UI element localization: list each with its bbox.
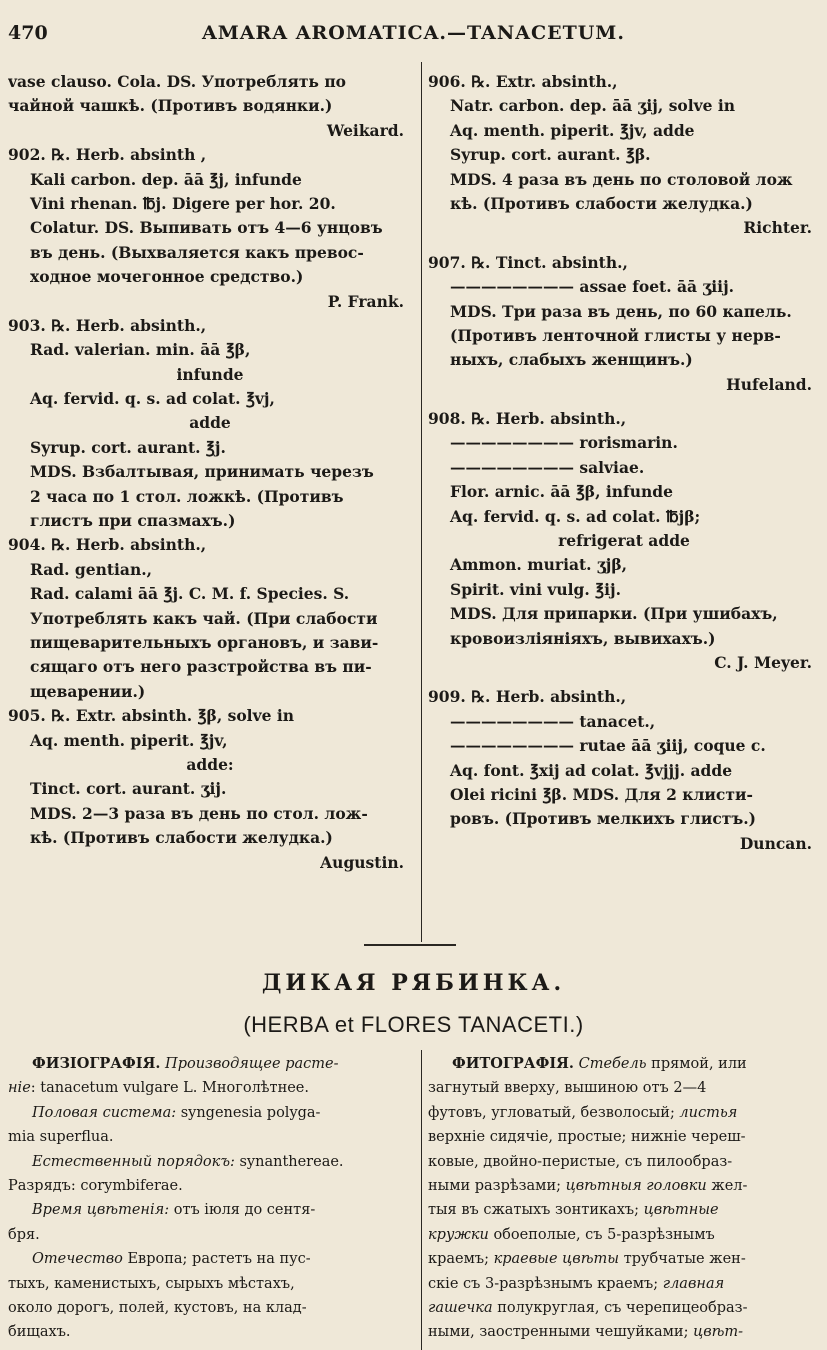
text-line: Colatur. DS. Выпивать отъ 4—6 унцовъ xyxy=(30,218,383,238)
page-number: 470 xyxy=(8,22,48,44)
text-run: бря. xyxy=(8,1226,40,1243)
text-line xyxy=(428,675,820,685)
text-run: полукруглая, съ черепицеобраз- xyxy=(492,1299,748,1316)
text-run: Европа; растетъ на пус- xyxy=(122,1251,311,1268)
text-line xyxy=(428,1174,820,1198)
text-run: Разрядъ: corymbiferae. xyxy=(8,1177,183,1194)
text-line: Syrup. cort. aurant. ℥β. xyxy=(450,145,651,165)
text-line: Ammon. muriat. ʒjβ, xyxy=(450,555,628,575)
text-line: infunde xyxy=(176,364,244,384)
text-run: главная xyxy=(658,1275,725,1292)
text-line: Kali carbon. dep. āā ℥j, infunde xyxy=(30,169,302,189)
text-line: ходное мочегонное средство.) xyxy=(30,267,304,287)
text-line: Aq. menth. piperit. ℥jv, xyxy=(30,730,228,750)
running-title: AMARA AROMATICA.—TANACETUM. xyxy=(202,22,625,44)
author-signature: Augustin. xyxy=(320,852,404,872)
text-line: ———————— salviae. xyxy=(450,457,645,477)
text-run: кружки xyxy=(428,1226,489,1243)
text-run: ковые, двойно-перистые, съ пилообраз- xyxy=(428,1153,733,1170)
text-line xyxy=(8,1150,412,1174)
text-line xyxy=(428,1101,820,1125)
text-line: Rad. calami āā ℥j. C. M. f. Species. S. xyxy=(30,584,350,604)
text-run: ФИТОГРАФIЯ. xyxy=(452,1055,574,1072)
text-line: 906. ℞. Extr. absinth., xyxy=(428,72,618,91)
text-line: кровоизлiянiяхъ, вывихахъ.) xyxy=(450,628,716,648)
text-line: 905. ℞. Extr. absinth. ℥β, solve in xyxy=(8,706,294,726)
text-line: 2 часа по 1 стол. ложкѣ. (Противъ xyxy=(30,486,344,506)
text-run: около дорогъ, полей, кустовъ, на клад- xyxy=(8,1299,307,1316)
text-line: Rad. gentian., xyxy=(30,559,153,579)
text-line xyxy=(8,1198,412,1222)
text-run: верхнiе сидячiе, простые; нижнiе череш- xyxy=(428,1129,746,1146)
text-run: Производящее расте- xyxy=(160,1056,339,1072)
section-subtitle: (HERBA et FLORES TANACETI.) xyxy=(243,1012,584,1037)
text-line: Aq. menth. piperit. ℥jv, adde xyxy=(450,120,695,140)
text-line xyxy=(428,1320,820,1344)
left-column xyxy=(8,70,412,875)
text-line: Aq. fervid. q. s. ad colat. ℥vj, xyxy=(30,389,275,409)
text-run: нiе xyxy=(8,1080,31,1097)
text-run: загнутый вверху, вышиною отъ 2—4 xyxy=(428,1080,707,1097)
text-line: Spirit. vini vulg. ℥ij. xyxy=(450,579,622,599)
text-line: ———————— assae foet. āā ʒiij. xyxy=(450,277,735,297)
text-run: цвѣт- xyxy=(688,1324,744,1341)
text-run: листья xyxy=(674,1104,738,1121)
text-line: сящаго отъ него разстройства въ пи- xyxy=(30,657,372,677)
text-line: MDS. Взбалтывая, принимать черезъ xyxy=(30,462,374,482)
text-run: обоеполые, съ 5-разрѣзнымъ xyxy=(488,1226,715,1243)
text-line xyxy=(8,1125,412,1149)
text-line xyxy=(428,397,820,407)
text-run: гашечка xyxy=(428,1299,493,1316)
text-line: 903. ℞. Herb. absinth., xyxy=(8,315,207,335)
text-line xyxy=(428,1223,820,1247)
text-line xyxy=(428,1150,820,1174)
text-run: ФИЗIОГРАФIЯ. xyxy=(32,1055,161,1072)
text-line: 902. ℞. Herb. absinth , xyxy=(8,145,207,165)
text-run: футовъ, угловатый, безволосый; xyxy=(428,1104,675,1121)
text-line: 908. ℞. Herb. absinth., xyxy=(428,409,627,429)
text-run: жел- xyxy=(706,1177,748,1194)
text-line: MDS. 4 раза въ день по столовой лож xyxy=(450,169,793,189)
text-run: ными разрѣзами; xyxy=(428,1177,561,1194)
text-run: syngenesia polyga- xyxy=(176,1104,321,1121)
text-run: Отечество xyxy=(32,1251,123,1268)
text-line xyxy=(428,1125,820,1149)
text-run: Время цвѣтенiя: xyxy=(32,1202,170,1219)
text-line xyxy=(428,241,820,251)
text-line: Aq. font. ℥xij ad colat. ℥vjjj. adde xyxy=(450,760,733,780)
lower-column-divider xyxy=(421,1050,422,1350)
text-line xyxy=(428,1052,820,1076)
text-line xyxy=(8,1272,412,1296)
text-run: ными, заостренными чешуйками; xyxy=(428,1324,689,1341)
section-separator xyxy=(364,944,456,946)
text-run: тыя въ сжатыхъ зонтикахъ; xyxy=(428,1202,639,1219)
text-line: щеварении.) xyxy=(30,681,146,701)
text-line: ровъ. (Противъ мелкихъ глистъ.) xyxy=(450,809,756,829)
text-line: ———————— tanacet., xyxy=(450,711,656,731)
text-line xyxy=(428,1296,820,1320)
text-run: Естественный порядокъ: xyxy=(32,1153,235,1170)
text-line xyxy=(8,1296,412,1320)
text-line: Olei ricini ℥β. MDS. Для 2 клисти- xyxy=(450,784,753,804)
text-run: mia superflua. xyxy=(8,1129,114,1146)
text-line: Vini rhenan. ℔j. Digere per hor. 20. xyxy=(30,193,336,213)
text-run: тыхъ, каменистыхъ, сырыхъ мѣстахъ, xyxy=(8,1275,295,1292)
column-divider xyxy=(421,62,422,942)
text-line: Syrup. cort. aurant. ℥j. xyxy=(30,437,226,457)
author-signature: P. Frank. xyxy=(327,291,404,311)
text-line: adde: xyxy=(186,754,234,774)
text-line: чайной чашкѣ. (Противъ водянки.) xyxy=(8,96,333,116)
text-run: прямой, или xyxy=(646,1056,747,1072)
text-run: отъ iюля до сентя- xyxy=(169,1202,316,1219)
text-line: adde xyxy=(189,413,231,433)
text-line: vase clauso. Cola. DS. Употреблять по xyxy=(8,72,347,91)
text-line: ———————— rorismarin. xyxy=(450,433,678,453)
text-line xyxy=(8,1174,412,1198)
text-run: : tanacetum vulgare L. Многолѣтнее. xyxy=(30,1080,309,1097)
text-line: ———————— rutae āā ʒiij, coque c. xyxy=(450,736,766,756)
text-line: кѣ. (Противъ слабости желудка.) xyxy=(30,828,333,848)
text-line: Rad. valerian. min. āā ℥β, xyxy=(30,340,251,360)
text-line: глистъ при спазмахъ.) xyxy=(30,511,236,531)
text-line: refrigerat adde xyxy=(558,531,690,551)
text-line: Aq. fervid. q. s. ad colat. ℔jβ; xyxy=(450,506,701,526)
text-line: пищеварительныхъ органовъ, и зави- xyxy=(30,632,379,652)
text-run: synanthereae. xyxy=(234,1153,344,1170)
text-run: скiе съ 3-разрѣзнымъ краемъ; xyxy=(428,1275,659,1292)
author-signature: Richter. xyxy=(743,218,812,238)
text-line xyxy=(428,1272,820,1296)
text-line xyxy=(428,1198,820,1222)
text-line: въ день. (Выхваляется какъ превос- xyxy=(30,242,364,262)
phytography-column xyxy=(428,1052,820,1345)
text-line xyxy=(8,1320,412,1344)
physiography-column xyxy=(8,1052,412,1345)
text-line: MDS. 2—3 раза въ день по стол. лож- xyxy=(30,803,368,823)
text-line xyxy=(428,1076,820,1100)
text-line: Употреблять какъ чай. (При слабости xyxy=(30,608,378,628)
text-line: 909. ℞. Herb. absinth., xyxy=(428,687,627,707)
text-run: цвѣтныя головки xyxy=(561,1177,707,1194)
text-run: цвѣтные xyxy=(638,1202,719,1219)
text-line: Flor. arnic. āā ℥β, infunde xyxy=(450,482,673,502)
text-run: бищахъ. xyxy=(8,1324,71,1341)
author-signature: C. J. Meyer. xyxy=(714,652,812,672)
text-line xyxy=(428,1247,820,1271)
text-line: (Противъ ленточной глисты у нерв- xyxy=(450,325,781,345)
text-line: 907. ℞. Tinct. absinth., xyxy=(428,252,628,272)
text-line xyxy=(8,1076,412,1100)
section-title: ДИКАЯ РЯБИНКА. xyxy=(261,970,566,996)
author-signature: Weikard. xyxy=(326,120,404,140)
text-line: MDS. Для припарки. (При ушибахъ, xyxy=(450,604,778,624)
text-line: Tinct. cort. aurant. ʒij. xyxy=(30,779,227,799)
right-column xyxy=(428,70,820,856)
text-line: кѣ. (Противъ слабости желудка.) xyxy=(450,193,753,213)
text-run: Стебель xyxy=(573,1056,647,1072)
author-signature: Hufeland. xyxy=(726,374,812,394)
author-signature: Duncan. xyxy=(739,833,812,853)
text-line xyxy=(8,1247,412,1271)
text-line: MDS. Три раза въ день, по 60 капель. xyxy=(450,301,792,321)
text-line xyxy=(8,1101,412,1125)
text-run: краевые цвѣты xyxy=(488,1251,620,1268)
text-line: ныхъ, слабыхъ женщинъ.) xyxy=(450,350,693,370)
text-run: трубчатые жен- xyxy=(619,1251,746,1268)
text-run: краемъ; xyxy=(428,1251,489,1268)
text-line: Natr. carbon. dep. āā ʒij, solve in xyxy=(450,96,736,116)
running-head xyxy=(0,18,827,52)
text-run: Половая система: xyxy=(32,1104,177,1121)
text-line xyxy=(8,1223,412,1247)
text-line xyxy=(8,1052,412,1076)
text-line: 904. ℞. Herb. absinth., xyxy=(8,535,207,555)
